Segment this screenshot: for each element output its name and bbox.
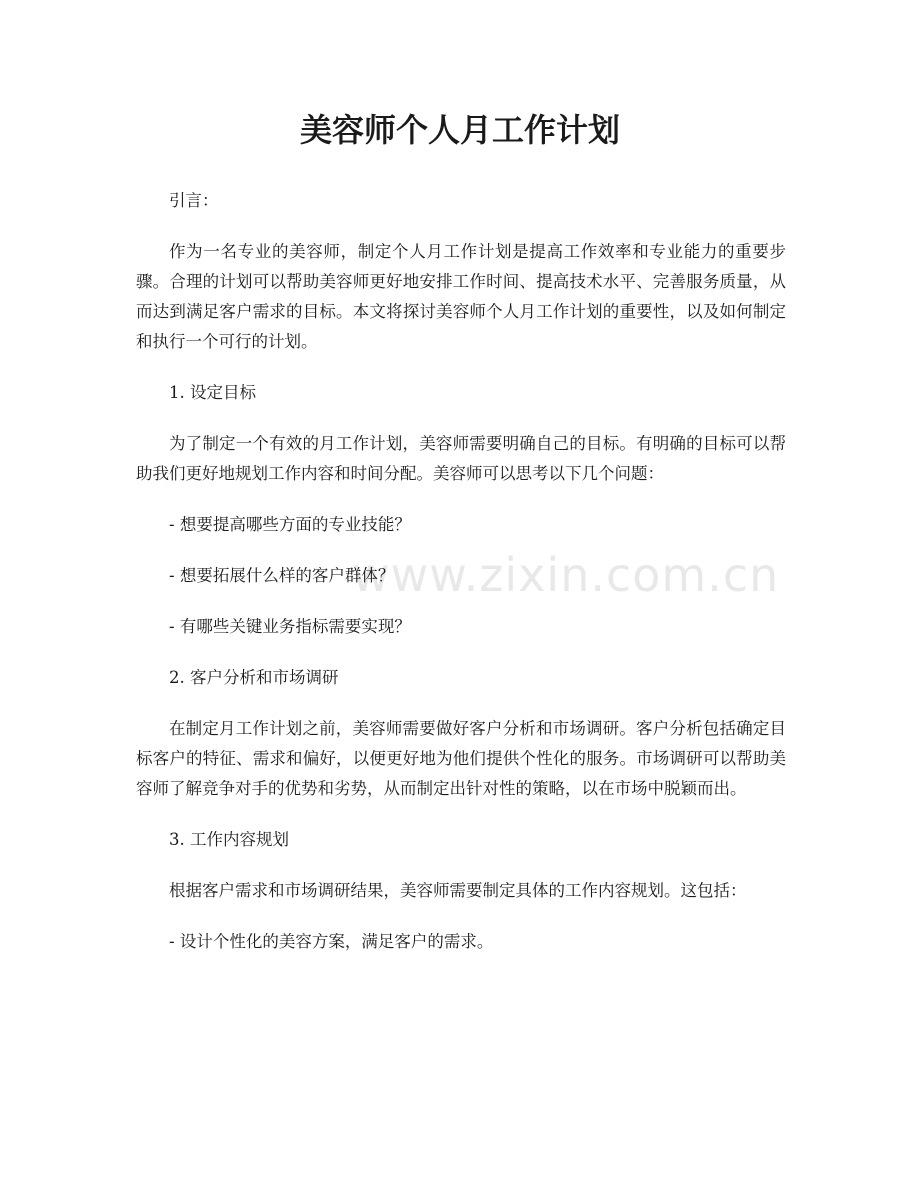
- goals-bullet-skills: - 想要提高哪些方面的专业技能？: [169, 515, 411, 534]
- analysis-paragraph: 在制定月工作计划之前，美容师需要做好客户分析和市场调研。客户分析包括确定目标客户的特征、需求和偏好，以便更好地为他们提供个性化的服务。市场调研可以帮助美容师了解竞争对手的优势和劣势，从而制定出针对性的策略，以在市场中脱颖而出。: [136, 719, 786, 798]
- section-heading-goals: 1. 设定目标: [169, 383, 256, 402]
- goals-bullet-customers: - 想要拓展什么样的客户群体？: [169, 566, 395, 585]
- section-heading-planning: 3. 工作内容规划: [169, 830, 289, 849]
- watermark: www.zixin.com.cn: [352, 548, 780, 602]
- planning-paragraph: 根据客户需求和市场调研结果，美容师需要制定具体的工作内容规划。这包括：: [169, 881, 747, 900]
- goals-paragraph: 为了制定一个有效的月工作计划，美容师需要明确自己的目标。有明确的目标可以帮助我们更好地规划工作内容和时间分配。美容师可以思考以下几个问题：: [136, 434, 786, 483]
- document-body: [136, 186, 786, 978]
- intro-label: 引言：: [169, 191, 219, 210]
- document-title: 美容师个人月工作计划: [299, 111, 620, 149]
- goals-bullet-kpi: - 有哪些关键业务指标需要实现？: [169, 617, 411, 636]
- section-heading-analysis: 2. 客户分析和市场调研: [169, 668, 339, 687]
- intro-paragraph: 作为一名专业的美容师，制定个人月工作计划是提高工作效率和专业能力的重要步骤。合理的计划可以帮助美容师更好地安排工作时间、提高技术水平、完善服务质量，从而达到满足客户需求的目标。本文将探讨美容师个人月工作计划的重要性，以及如何制定和执行一个可行的计划。: [136, 242, 786, 351]
- planning-bullet-custom-plan: - 设计个性化的美容方案，满足客户的需求。: [169, 932, 494, 951]
